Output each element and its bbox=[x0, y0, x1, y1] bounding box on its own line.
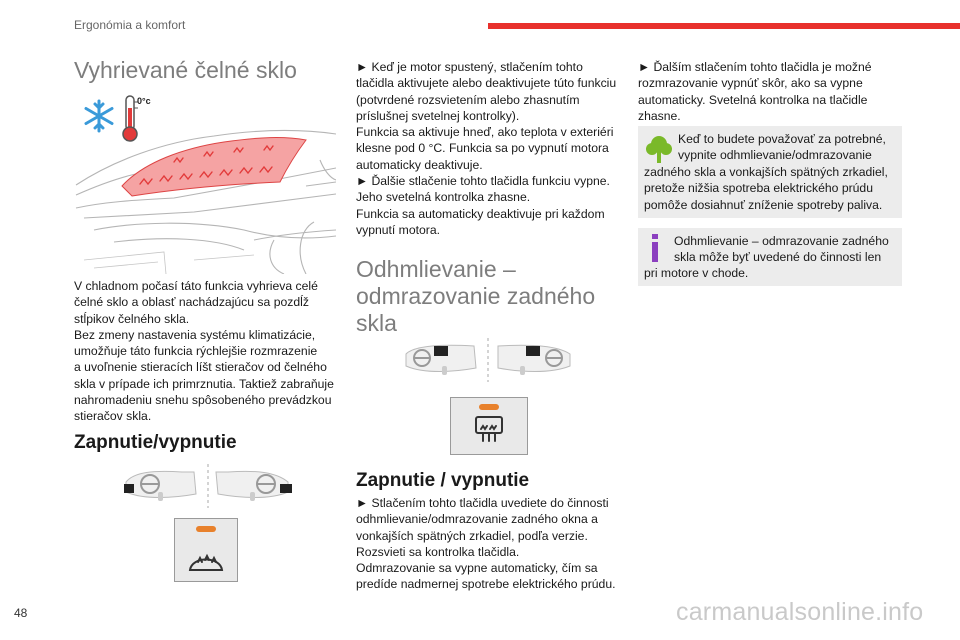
eco-note-line: vypnite odhmlievanie/odmrazovanie bbox=[678, 148, 872, 163]
eco-note-line: pretože nižšia spotreba elektrického prúdu bbox=[644, 181, 873, 196]
steering-wheel-right-icon bbox=[216, 471, 292, 501]
info-note-line: skla môže byť uvedené do činnosti len bbox=[674, 250, 882, 265]
intro-line: a uvoľnenie stieracích líšt stieračov od čelného bbox=[74, 360, 327, 375]
windscreen-onoff-text bbox=[356, 59, 620, 238]
intro-line: Bez zmeny nastavenia systému klimatizácie, bbox=[74, 327, 316, 342]
rear-onoff-text bbox=[356, 495, 620, 593]
temperature-label: 0°c bbox=[137, 96, 151, 106]
windscreen-heating-button[interactable] bbox=[174, 518, 238, 582]
intro-line: umožňuje táto funkcia rýchlejšie rozmrazenie bbox=[74, 344, 318, 359]
onoff-line: Funkcia sa automaticky deaktivuje pri každom bbox=[356, 206, 605, 221]
rear-defrost-title bbox=[356, 256, 620, 337]
eco-note-line: pomôže dosiahnuť zníženie spotreby paliva. bbox=[644, 197, 883, 212]
page-number: 48 bbox=[14, 606, 28, 620]
header-section: Ergonómia a komfort bbox=[74, 18, 186, 32]
onoff-line: Funkcia sa aktivuje hneď, ako teplota v exteriéri bbox=[356, 125, 614, 140]
steering-wheel-left-icon bbox=[406, 345, 476, 375]
watermark: carmanualsonline.info bbox=[676, 598, 924, 626]
info-note-line: Odhmlievanie – odmrazovanie zadného bbox=[674, 234, 889, 248]
eco-note-line: zadného skla a vonkajších spätných zrkadiel, bbox=[644, 165, 888, 179]
intro-line: nahromadeniu snehu spôsobeného prevádzkou bbox=[74, 393, 332, 408]
rear-title-line: odmrazovanie zadného bbox=[356, 283, 596, 309]
dashboard-rear-diagram bbox=[404, 338, 572, 382]
button-led-indicator bbox=[196, 526, 216, 532]
info-icon bbox=[648, 234, 662, 264]
rear-onoff-line: predíde nadmernej spotrebe elektrického prúdu. bbox=[356, 577, 616, 592]
windscreen-heated-area bbox=[122, 138, 306, 196]
onoff-line: príslušnej svetelnej kontrolky). bbox=[356, 108, 520, 123]
onoff-line: ► Keď je motor spustený, stlačením tohto bbox=[356, 60, 583, 74]
rear-title-line: skla bbox=[356, 310, 397, 336]
rear-onoff-line: Rozsvieti sa kontrolka tlačidla. bbox=[356, 544, 520, 559]
eco-leaf-icon bbox=[646, 134, 672, 164]
rear-onoff-line: vonkajších spätných zrkadiel, podľa verzie. bbox=[356, 528, 588, 543]
rear-onoff-line: ► Stlačením tohto tlačidla uvediete do činnosti bbox=[356, 496, 609, 510]
button-led-indicator bbox=[479, 404, 499, 410]
windscreen-onoff-title: Zapnutie/vypnutie bbox=[74, 432, 237, 453]
intro-line: čelné sklo a oblasť nachádzajúcu sa pozdĺž bbox=[74, 295, 309, 310]
rear-stop-text bbox=[638, 59, 902, 124]
windscreen-title: Vyhrievané čelné sklo bbox=[74, 57, 297, 83]
eco-note-line: Keď to budete považovať za potrebné, bbox=[678, 132, 886, 146]
steering-wheel-right-icon bbox=[498, 345, 570, 375]
windscreen-intro bbox=[74, 278, 338, 425]
onoff-line: (potvrdené rozsvietením alebo zhasnutím bbox=[356, 92, 580, 107]
snowflake-icon bbox=[86, 101, 112, 131]
steering-wheel-left-icon bbox=[124, 471, 196, 501]
rear-onoff-line: odhmlievanie/odmrazovanie zadného okna a bbox=[356, 512, 598, 527]
rear-onoff-line: Odmrazovanie sa vypne automaticky, čím sa bbox=[356, 561, 598, 576]
intro-line: stĺpikov čelného skla. bbox=[74, 311, 190, 326]
onoff-line: automaticky deaktivuje. bbox=[356, 157, 483, 172]
eco-note-box bbox=[638, 126, 902, 218]
stop-line: rozmrazovanie vypnúť skôr, ako sa vypne bbox=[638, 76, 863, 91]
thermometer-icon bbox=[123, 96, 138, 141]
onoff-line: tlačidla aktivujete alebo deaktivujete túto funkciu bbox=[356, 76, 617, 91]
stop-line: ► Ďalším stlačením tohto tlačidla je možné bbox=[638, 60, 872, 74]
intro-line: skla v prípade ich primrznutia. Taktiež zabraňuje bbox=[74, 376, 334, 391]
onoff-line: klesne pod 0 °C. Funkcia sa po vypnutí motora bbox=[356, 141, 609, 156]
onoff-line: Jeho svetelná kontrolka zhasne. bbox=[356, 190, 531, 205]
rear-title-line: Odhmlievanie – bbox=[356, 256, 516, 282]
stop-line: automaticky. Svetelná kontrolka na tlačidle bbox=[638, 92, 868, 107]
stop-line: zhasne. bbox=[638, 108, 681, 123]
onoff-line: vypnutí motora. bbox=[356, 222, 440, 237]
info-note-box bbox=[638, 228, 902, 286]
heated-windscreen-illustration bbox=[74, 90, 336, 274]
header-accent-bar bbox=[488, 23, 960, 29]
intro-line: V chladnom počasí táto funkcia vyhrieva celé bbox=[74, 279, 318, 293]
info-note-line: pri motore v chode. bbox=[644, 266, 749, 280]
rear-onoff-title: Zapnutie / vypnutie bbox=[356, 470, 530, 491]
onoff-line: ► Ďalšie stlačenie tohto tlačidla funkciu vypne. bbox=[356, 174, 610, 189]
dashboard-steering-diagram bbox=[124, 462, 294, 510]
intro-line: stieračov skla. bbox=[74, 409, 152, 424]
rear-defrost-button[interactable] bbox=[450, 397, 528, 455]
